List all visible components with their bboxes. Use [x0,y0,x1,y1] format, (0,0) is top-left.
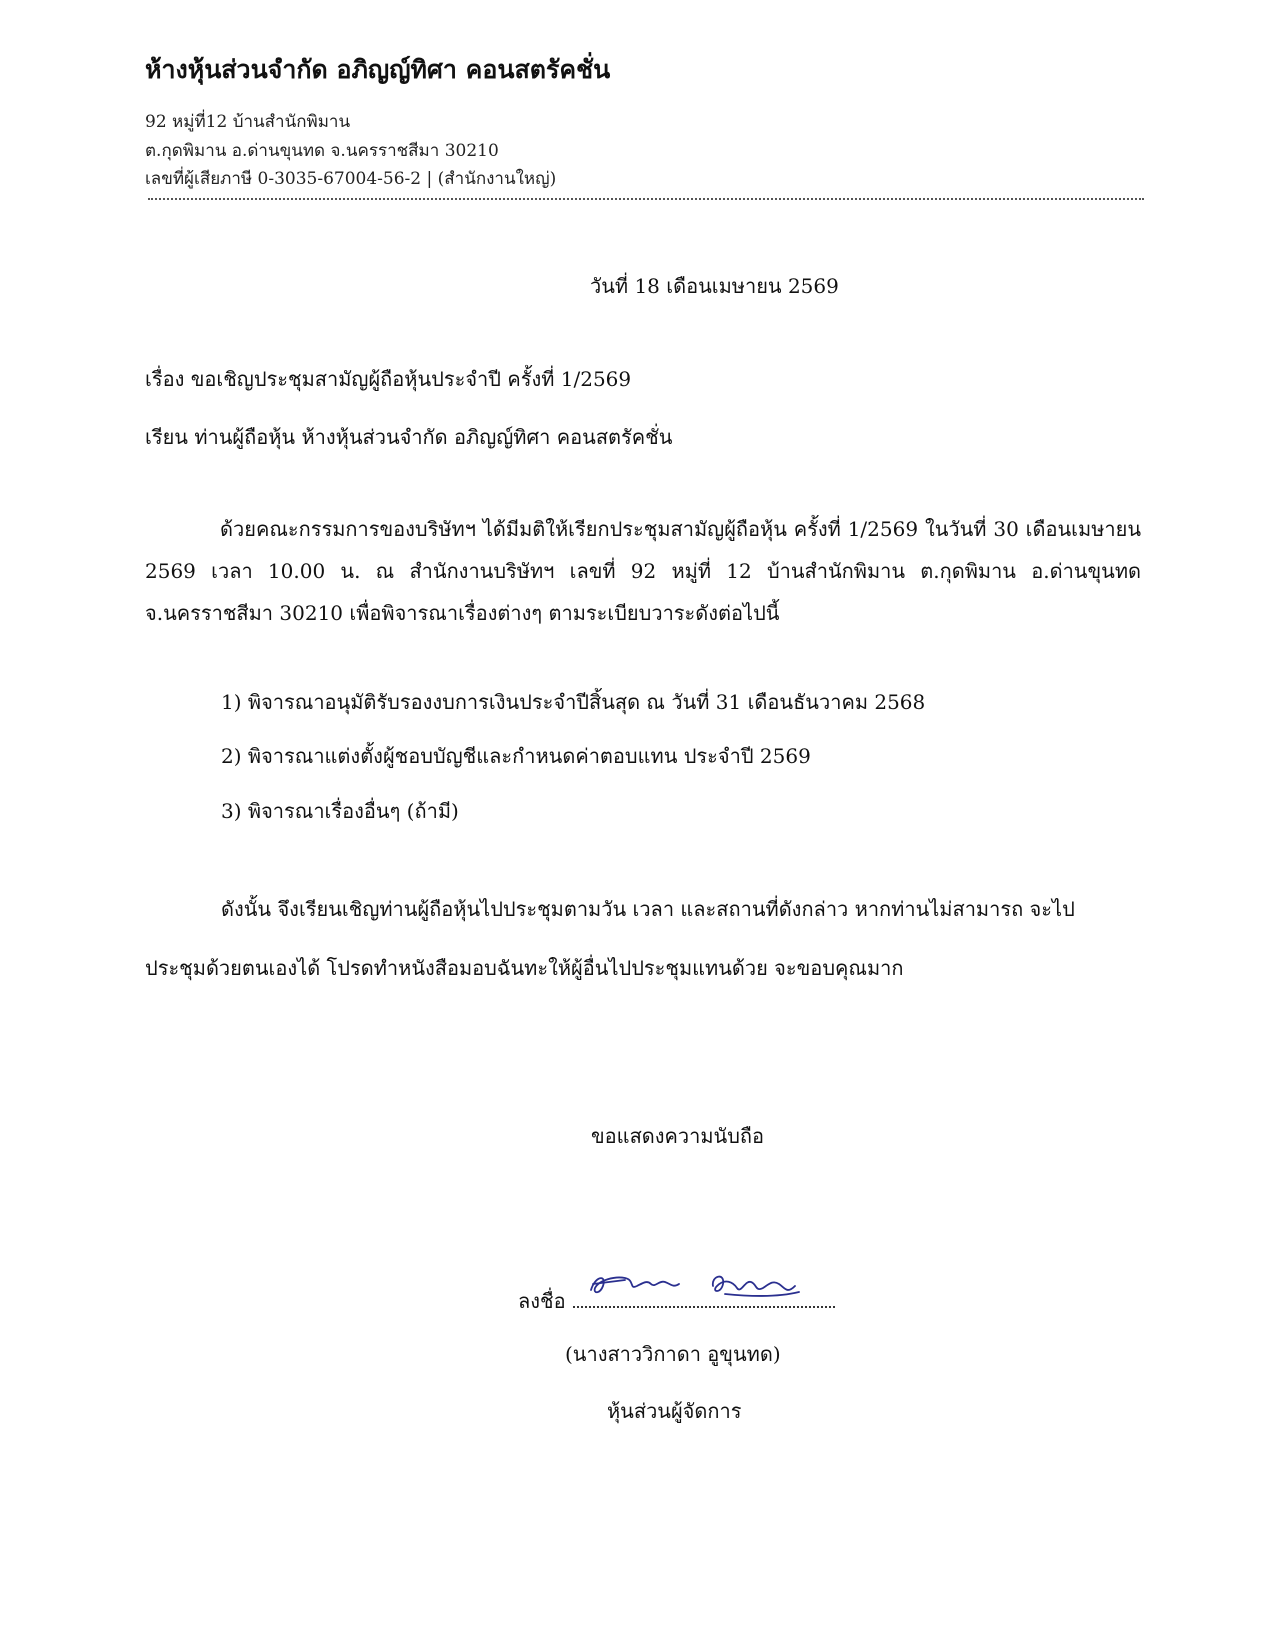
agenda-item-3: 3) พิจารณาเรื่องอื่นๆ (ถ้ามี) [221,799,459,823]
regards-line: ขอแสดงความนับถือ [591,1124,765,1148]
signer-title: หุ้นส่วนผู้จัดการ [607,1399,742,1423]
letterhead-divider [148,198,1144,200]
signature-label: ลงชื่อ [518,1289,566,1313]
signer-name: (นางสาววิกาดา อูขุนทด) [565,1342,781,1366]
agenda-item-2: 2) พิจารณาแต่งตั้งผู้ชอบบัญชีและกำหนดค่าตอบแทน ประจำปี 2569 [221,744,811,768]
closing-paragraph-line-2: ประชุมด้วยตนเองได้ โปรดทำหนังสือมอบฉันทะให้ผู้อื่นไปประชุมแทนด้วย จะขอบคุณมาก [145,956,904,980]
handwritten-signature [585,1264,805,1304]
closing-paragraph-line-1: ดังนั้น จึงเรียนเชิญท่านผู้ถือหุ้นไปประชุมตามวัน เวลา และสถานที่ดังกล่าว หากท่านไม่สามารถ จะไป [221,897,1075,921]
agenda-item-1: 1) พิจารณาอนุมัติรับรองงบการเงินประจำปีสิ้นสุด ณ วันที่ 31 เดือนธันวาคม 2568 [221,690,926,714]
address-line-2: ต.กุดพิมาน อ.ด่านขุนทด จ.นครราชสีมา 30210 [145,141,499,161]
address-line-1: 92 หมู่ที่12 บ้านสำนักพิมาน [145,112,351,132]
signature-dotted-line [573,1306,835,1308]
body-paragraph: ด้วยคณะกรรมการของบริษัทฯ ได้มีมติให้เรียกประชุมสามัญผู้ถือหุ้น ครั้งที่ 1/2569 ในวันที่ 30 เดือนเมษายน 2569 เวลา 10.00 น. ณ สำนักงานบริษัทฯ เลขที่ 92 หมู่ที่ 12 บ้านสำนักพิมาน ต.กุดพิมาน อ.ด่านขุนทด จ.นครราชสีมา 30210 เพื่อพิจารณาเรื่องต่างๆ ตามระเบียบวาระดังต่อไปนี้ [145,517,1141,625]
letter-date: วันที่ 18 เดือนเมษายน 2569 [590,274,839,298]
company-name: ห้างหุ้นส่วนจำกัด อภิญญ์ทิศา คอนสตรัคชั่น [145,55,611,84]
letter-subject: เรื่อง ขอเชิญประชุมสามัญผู้ถือหุ้นประจำปี ครั้งที่ 1/2569 [145,367,632,391]
letter-recipient: เรียน ท่านผู้ถือหุ้น ห้างหุ้นส่วนจำกัด อภิญญ์ทิศา คอนสตรัคชั่น [145,425,673,449]
tax-id-line: เลขที่ผู้เสียภาษี 0-3035-67004-56-2 | (สำนักงานใหญ่) [145,169,557,189]
